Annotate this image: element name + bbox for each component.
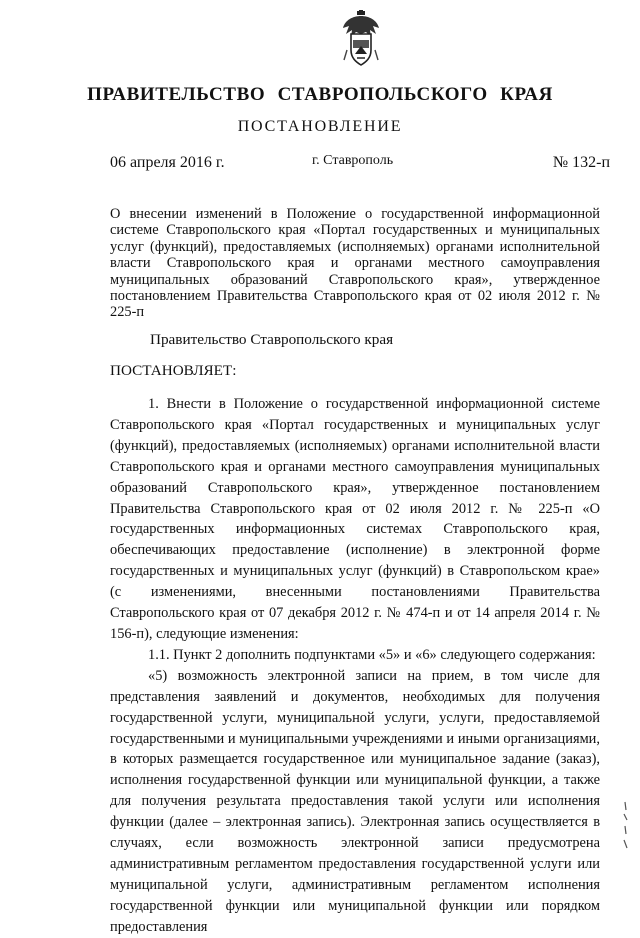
document-body xyxy=(110,394,600,938)
document-city: г. Ставрополь xyxy=(312,153,394,168)
stavropol-coat-of-arms-icon xyxy=(341,10,381,68)
document-subject: О внесении изменений в Положение о государственной информационной системе Ставропольского края «Портал государственных и муниципальных услуг (функций), предоставляемых (исполняемых) органами исполнительной власти Ставропольского края и органами местного самоуправления муниципальных образований Ставропольского края», утвержденное постановлением Правительства Ставропольского края от 02 июля 2012 г. № 225-п xyxy=(110,206,600,321)
government-title: ПРАВИТЕЛЬСТВО СТАВРОПОЛЬСКОГО КРАЯ xyxy=(87,84,553,105)
document-type: ПОСТАНОВЛЕНИЕ xyxy=(237,118,403,135)
paragraph-subitem-5: «5) возможность электронной записи на прием, в том числе для представления заявлений и документов, необходимых для получения государственной услуги, муниципальной услуги, услуги, предоставляемой государственными и муниципальными учреждениями и иными организациями, в которых размещается государственное или муниципальное задание (заказ), исполнения государственной функции или муниципальной функции, а также для получения результата предоставления такой услуги или исполнения функции (далее – электронная запись). Электронная запись осуществляется в случаях, если возможность электронной записи предусмотрена административным регламентом предоставления государственной услуги или муниципальной услуги, административным регламентом исполнения государственной функции или муниципальной функции или порядком предоставления xyxy=(110,667,600,935)
document-number: № 132-п xyxy=(552,154,610,171)
paragraph-item-1-1: 1.1. Пункт 2 дополнить подпунктами «5» и «6» следующего содержания: xyxy=(148,646,596,663)
margin-mark-icon xyxy=(622,800,632,852)
preamble-government: Правительство Ставропольского края xyxy=(150,331,394,348)
paragraph-item-1: 1. Внести в Положение о государственной информационной системе Ставропольского края «Портал государственных и муниципальных услуг (функций), предоставляемых (исполняемых) органами исполнительной власти Ставропольского края и органами местного самоуправления муниципальных образований Ставропольского края», утвержденное постановлением Правительства Ставропольского края от 02 июля 2012 г. № 225-п «О государственных информационных системах Ставропольского края, обеспечивающих предоставление (исполнение) в электронной форме государственных и муниципальных услуг (функций) в Ставропольском крае» (с изменениями, внесенными постановлениями Правительства Ставропольского края от 07 декабря 2012 г. № 474-п и от 14 апреля 2014 г. № 156-п), следующие изменения: xyxy=(110,396,600,642)
document-date: 06 апреля 2016 г. xyxy=(110,154,225,171)
preamble-resolves: ПОСТАНОВЛЯЕТ: xyxy=(110,362,237,379)
